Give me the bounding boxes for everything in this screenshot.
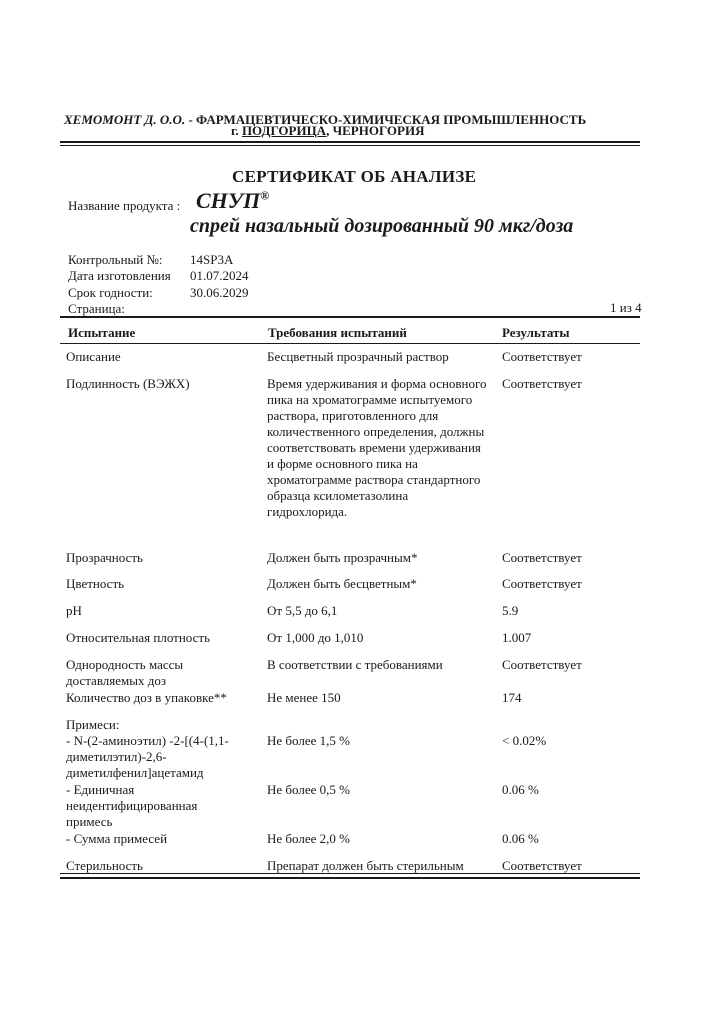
row-req-clarity: Должен быть прозрачным* (267, 550, 418, 565)
row-test-color: Цветность (66, 576, 125, 591)
row-test-total-impurities: - Сумма примесей (66, 831, 168, 846)
row-result-impurity-a: < 0.02% (502, 733, 547, 748)
country-name: , ЧЕРНОГОРИЯ (326, 123, 425, 138)
table-top-border (60, 316, 640, 318)
row-req-ph: От 5,5 до 6,1 (267, 603, 338, 618)
manufacture-date-value: 01.07.2024 (190, 268, 249, 283)
expiry-date-label: Срок годности: (68, 285, 153, 300)
product-name (196, 188, 269, 214)
header-test: Испытание (68, 325, 136, 340)
row-result-dose-count: 174 (502, 690, 522, 705)
product-description: спрей назальный дозированный 90 мкг/доза (190, 215, 574, 237)
row-result-density: 1.007 (502, 630, 532, 645)
row-result-clarity: Соответствует (502, 550, 582, 565)
certificate-title: СЕРТИФИКАТ ОБ АНАЛИЗЕ (232, 167, 477, 186)
row-result-identity: Соответствует (502, 376, 582, 391)
header-result: Результаты (502, 325, 570, 340)
row-result-total-impurities: 0.06 % (502, 831, 539, 846)
city-name: ПОДГОРИЦА (241, 123, 327, 138)
city-prefix: г. (231, 123, 242, 138)
row-test-description: Описание (66, 349, 121, 364)
row-req-total-impurities: Не более 2,0 % (267, 831, 350, 846)
row-test-single-impurity: - Единичная неидентифицированная примесь (66, 782, 198, 829)
control-number-value: 14SP3A (190, 252, 234, 267)
table-header-border (60, 343, 640, 344)
row-req-impurity-a: Не более 1,5 % (267, 733, 350, 748)
registered-mark: ® (260, 188, 270, 203)
row-test-density: Относительная плотность (66, 630, 211, 645)
row-req-single-impurity: Не более 0,5 % (267, 782, 350, 797)
row-result-uniformity: Соответствует (502, 657, 582, 672)
row-test-dose-count: Количество доз в упаковке** (66, 690, 227, 705)
row-req-description: Бесцветный прозрачный раствор (267, 349, 449, 364)
row-test-ph: pH (66, 603, 82, 618)
row-req-uniformity: В соответствии с требованиями (267, 657, 443, 672)
row-result-color: Соответствует (502, 576, 582, 591)
company-name: ХЕМОМОНТ Д. О.О. (64, 112, 186, 127)
row-req-sterility: Препарат должен быть стерильным (267, 858, 464, 873)
company-location (231, 123, 424, 139)
row-test-impurities: Примеси: (66, 717, 120, 732)
row-req-color: Должен быть бесцветным* (267, 576, 417, 591)
row-req-density: От 1,000 до 1,010 (267, 630, 364, 645)
table-bottom-border-thick (60, 877, 640, 879)
header-requirement: Требования испытаний (268, 325, 407, 340)
row-result-description: Соответствует (502, 349, 582, 364)
row-test-uniformity: Однородность массы доставляемых доз (66, 657, 184, 688)
control-number-label: Контрольный №: (68, 252, 163, 267)
row-test-identity: Подлинность (ВЭЖХ) (66, 376, 190, 391)
row-result-sterility: Соответствует (502, 858, 582, 873)
header-separator: - (185, 112, 197, 127)
product-name-text: СНУП (196, 188, 261, 213)
industry-text: ФАРМАЦЕВТИЧЕСКО-ХИМИЧЕСКАЯ ПРОМЫШЛЕННОСТЬ (196, 112, 587, 127)
row-test-sterility: Стерильность (66, 858, 143, 873)
row-result-ph: 5.9 (502, 603, 519, 618)
header-divider (60, 141, 640, 143)
page-label: Страница: (68, 301, 125, 316)
product-label: Название продукта : (68, 198, 181, 213)
row-result-single-impurity: 0.06 % (502, 782, 539, 797)
row-req-dose-count: Не менее 150 (267, 690, 341, 705)
row-req-identity: Время удерживания и форма основного пика на хроматограмме испытуемого раствора, приготовленного для количественного определения, должны соответствовать времени удерживания и форме основного пика на хроматограмме раствора стандартного образца ксилометазолина гидрохлорида. (267, 376, 487, 519)
row-test-impurity-a: - N-(2-аминоэтил) -2-[(4-(1,1-диметилэтил)-2,6-диметилфенил]ацетамид (66, 733, 229, 780)
row-test-clarity: Прозрачность (66, 550, 143, 565)
manufacture-date-label: Дата изготовления (68, 268, 171, 283)
expiry-date-value: 30.06.2029 (190, 285, 249, 300)
page-number: 1 из 4 (610, 300, 642, 315)
header-divider-thin (60, 145, 640, 146)
